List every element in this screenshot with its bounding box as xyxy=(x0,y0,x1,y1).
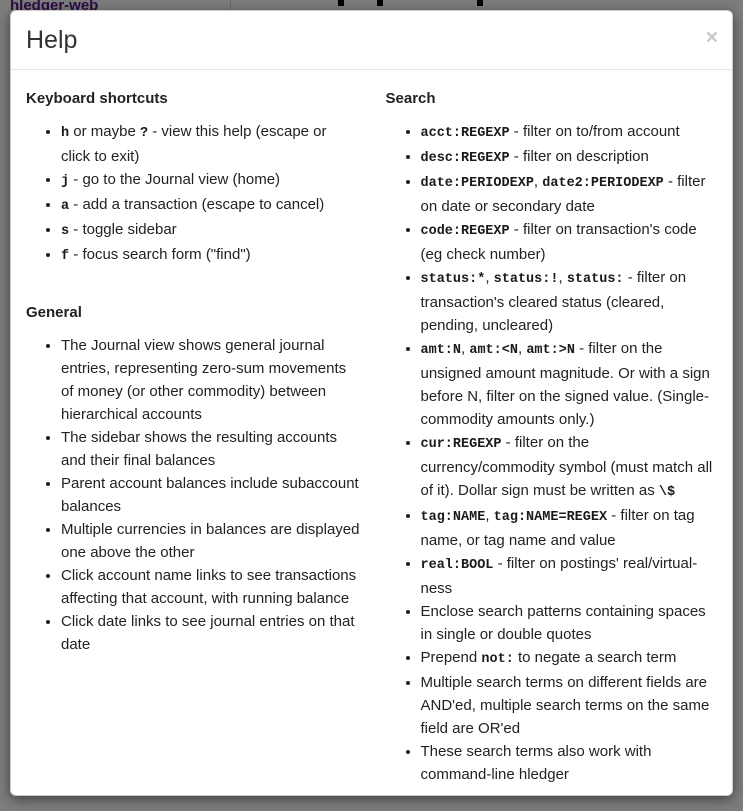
code-token: amt:N xyxy=(420,342,462,358)
code-token: s xyxy=(61,223,70,239)
help-list-item: • cur:REGEXP - filter on the currency/commodity symbol (must match all of it). Dollar sign must be written as \$ xyxy=(421,431,718,504)
help-list xyxy=(26,120,360,268)
code-token: not: xyxy=(481,651,514,667)
help-list-item: • The sidebar shows the resulting accounts and their final balances xyxy=(61,426,360,472)
help-list-item: • f - focus search form ("find") xyxy=(61,243,360,268)
close-icon[interactable]: × xyxy=(705,26,718,49)
help-column-right xyxy=(372,90,718,797)
help-list-item: • code:REGEXP - filter on transaction's code (eg check number) xyxy=(421,218,718,266)
code-token: date:PERIODEXP xyxy=(420,175,534,191)
help-list xyxy=(26,334,360,656)
help-list-item: • real:BOOL - filter on postings' real/virtual-ness xyxy=(421,552,718,600)
help-list-item: • Click date links to see journal entries on that date xyxy=(61,610,360,656)
code-token: tag:NAME xyxy=(420,509,486,525)
code-token: amt:<N xyxy=(469,342,518,358)
code-token: code:REGEXP xyxy=(420,223,510,239)
code-token: j xyxy=(61,173,70,189)
code-token: f xyxy=(61,248,70,264)
code-token: date2:PERIODEXP xyxy=(542,175,664,191)
help-list-item: • Prepend not: to negate a search term xyxy=(421,646,718,671)
help-list-item: • Parent account balances include subaccount balances xyxy=(61,472,360,518)
help-list-item: • desc:REGEXP - filter on description xyxy=(421,145,718,170)
help-list-item: • These search terms also work with command-line hledger xyxy=(421,740,718,786)
help-list-item: • Multiple currencies in balances are displayed one above the other xyxy=(61,518,360,564)
help-list-item: • Multiple search terms on different fields are AND'ed, multiple search terms on the same field are OR'ed xyxy=(421,671,718,740)
help-list-item: • amt:N, amt:<N, amt:>N - filter on the unsigned amount magnitude. Or with a sign before N, filter on the signed value. (Single-commodity amounts only.) xyxy=(421,337,718,431)
code-token: tag:NAME=REGEX xyxy=(493,509,608,525)
modal-header xyxy=(11,11,732,70)
code-token: amt:>N xyxy=(526,342,575,358)
section-heading: General xyxy=(26,303,82,321)
help-list-item: • Click account name links to see transactions affecting that account, with running balance xyxy=(61,564,360,610)
help-list-item: • date:PERIODEXP, date2:PERIODEXP - filter on date or secondary date xyxy=(421,170,718,218)
code-token: desc:REGEXP xyxy=(420,150,510,166)
help-list-item: • Enclose search patterns containing spaces in single or double quotes xyxy=(421,600,718,646)
code-token: h xyxy=(61,125,70,141)
code-token: ? xyxy=(139,125,149,141)
code-token: status: xyxy=(566,271,624,287)
help-list-item: • acct:REGEXP - filter on to/from account xyxy=(421,120,718,145)
help-modal xyxy=(10,10,733,796)
help-list-item: • status:*, status:!, status: - filter on transaction's cleared status (cleared, pending, uncleared) xyxy=(421,266,718,337)
code-token: \$ xyxy=(658,484,676,500)
code-token: acct:REGEXP xyxy=(420,125,510,141)
help-list xyxy=(386,120,718,786)
help-list-item: • The Journal view shows general journal entries, representing zero-sum movements of money (or other commodity) between hierarchical accounts xyxy=(61,334,360,426)
help-column-left xyxy=(26,90,372,797)
help-list-item: • j - go to the Journal view (home) xyxy=(61,168,360,193)
code-token: real:BOOL xyxy=(420,557,494,573)
help-list-item: • a - add a transaction (escape to cancel) xyxy=(61,193,360,218)
modal-title: Help xyxy=(26,26,78,54)
help-list-item: • h or maybe ? - view this help (escape or click to exit) xyxy=(61,120,360,168)
help-list-item: • tag:NAME, tag:NAME=REGEX - filter on tag name, or tag name and value xyxy=(421,504,718,552)
modal-body xyxy=(11,70,732,797)
section-heading: Keyboard shortcuts xyxy=(26,89,168,107)
section-heading: Search xyxy=(385,89,436,107)
code-token: status:! xyxy=(493,271,559,287)
help-list-item: • s - toggle sidebar xyxy=(61,218,360,243)
code-token: a xyxy=(61,198,70,214)
code-token: status:* xyxy=(420,271,486,287)
code-token: cur:REGEXP xyxy=(420,436,502,452)
